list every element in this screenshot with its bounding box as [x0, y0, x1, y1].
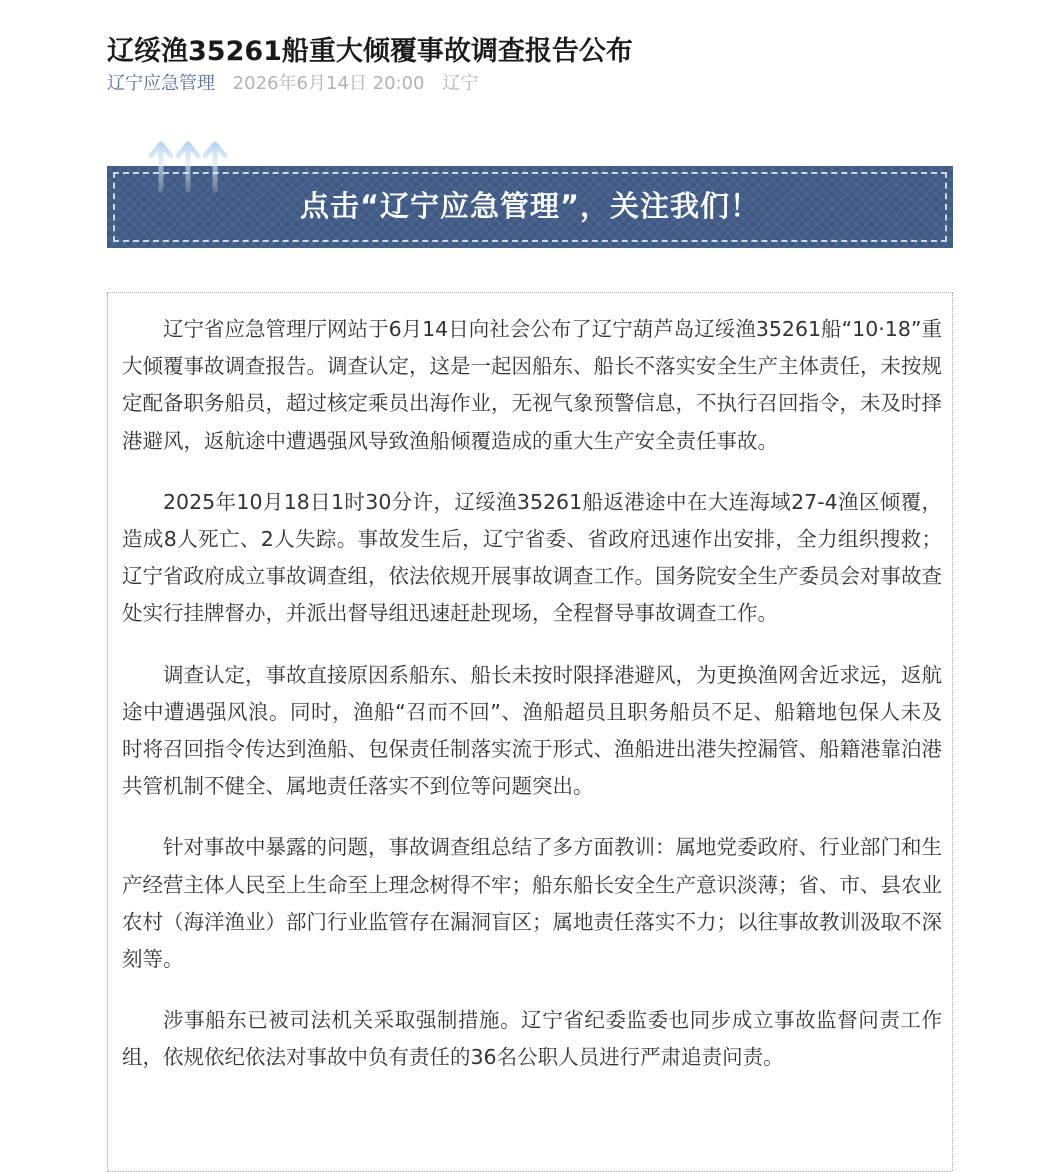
paragraph-1: 辽宁省应急管理厅网站于6月14日向社会公布了辽宁葫芦岛辽绥渔35261船“10·18”重大倾覆事故调查报告。调查认定，这是一起因船东、船长不落实安全生产主体责任，未按规定配备职务船员，超过核定乘员出海作业，无视气象预警信息，不执行召回指令，未及时择港避风，返航途中遭遇强风导致渔船倾覆造成的重大生产安全责任事故。	[122, 317, 942, 453]
paragraph-2: 2025年10月18日1时30分许，辽绥渔35261船返港途中在大连海域27-4渔区倾覆，造成8人死亡、2人失踪。事故发生后，辽宁省委、省政府迅速作出安排，全力组织搜救；辽宁省政府成立事故调查组，依法依规开展事故调查工作。国务院安全生产委员会对事故查处实行挂牌督办，并派出督导组迅速赶赴现场，全程督导事故调查工作。	[122, 489, 942, 626]
paragraph-3: 调查认定，事故直接原因系船东、船长未按时限择港避风，为更换渔网舍近求远，返航途中遭遇强风浪。同时，渔船“召而不回”、渔船超员且职务船员不足、船籍地包保人未及时将召回指令传达到渔船、包保责任制落实流于形式、渔船进出港失控漏管、船籍港靠泊港共管机制不健全、属地责任落实不到位等问题突出。	[122, 662, 942, 799]
follow-banner[interactable]	[107, 136, 953, 250]
article-meta	[107, 70, 478, 98]
account-name-link[interactable]: 辽宁应急管理	[107, 73, 215, 94]
follow-banner-text[interactable]: 点击“辽宁应急管理”，关注我们！	[299, 189, 761, 223]
follow-banner-box[interactable]	[107, 166, 953, 248]
publish-location: 辽宁	[442, 73, 479, 94]
article-body	[122, 311, 942, 1101]
article-body-box	[107, 292, 953, 1172]
publish-date: 2026年6月14日 20:00	[232, 73, 425, 94]
paragraph-5: 涉事船东已被司法机关采取强制措施。辽宁省纪委监委也同步成立事故监督问责工作组，依规依纪依法对事故中负有责任的36名公职人员进行严肃追责问责。	[122, 1008, 942, 1070]
article-title: 辽绥渔35261船重大倾覆事故调查报告公布	[107, 36, 633, 68]
paragraph-4: 针对事故中暴露的问题，事故调查组总结了多方面教训：属地党委政府、行业部门和生产经营主体人民至上生命至上理念树得不牢；船东船长安全生产意识淡薄；省、市、县农业农村（海洋渔业）部门行业监管存在漏洞盲区；属地责任落实不力；以往事故教训汲取不深刻等。	[122, 835, 942, 972]
up-arrows-icon	[147, 136, 231, 194]
